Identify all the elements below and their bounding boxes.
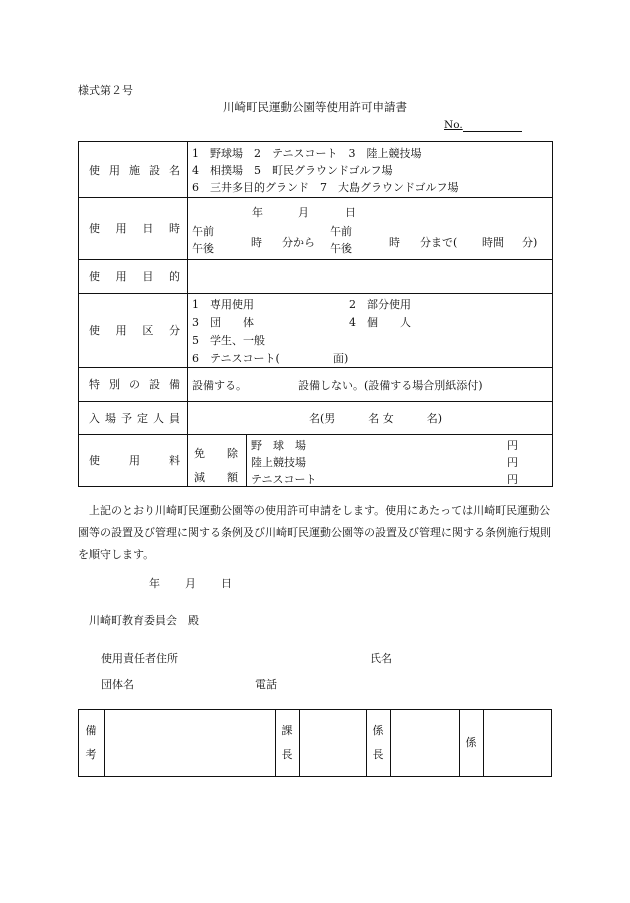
equipment-yes[interactable]: 設備する。 (192, 379, 247, 392)
staff-label: 係 (465, 736, 477, 749)
facility-options-line-3: 6 三井多目的グランド 7 大島グラウンドゴルフ場 (192, 181, 459, 194)
equipment-no[interactable]: 設備しない。(設備する場合別紙添付) (298, 379, 483, 392)
column-divider (483, 710, 484, 776)
end-until: 分まで( (420, 236, 458, 249)
facility-label: 使用施設名 (89, 163, 180, 177)
end-pm[interactable]: 午後 (330, 242, 352, 255)
column-divider (104, 710, 105, 776)
application-month: 月 (185, 577, 196, 590)
start-hour: 時 (251, 236, 262, 249)
application-day: 日 (221, 577, 232, 590)
attendance-text: 名(男 名 女 名) (309, 412, 443, 425)
group-label: 団体名 (101, 678, 134, 691)
section-chief-seal[interactable] (302, 713, 363, 773)
category-student-general[interactable]: 5 学生、一般 (192, 334, 265, 347)
column-divider (299, 710, 300, 776)
column-divider (390, 710, 391, 776)
remarks-label-1: 備 (85, 724, 97, 737)
facility-options-line-1: 1 野球場 2 テニスコート 3 陸上競技場 (192, 147, 422, 160)
column-divider (459, 710, 460, 776)
column-divider (246, 434, 247, 486)
fee-item-track: 陸上競技場 (251, 456, 306, 469)
column-divider (366, 710, 367, 776)
name-label: 氏名 (370, 652, 392, 665)
document-title: 川崎町民運動公園等使用許可申請書 (223, 100, 407, 114)
number-label: No. (444, 119, 463, 131)
subsection-chief-label-2: 長 (372, 748, 384, 761)
duration-hours: 時間 (482, 236, 504, 249)
column-divider (275, 710, 276, 776)
fee-item-baseball: 野 球 場 (251, 439, 306, 452)
attendance-label: 入場予定人員 (89, 411, 180, 425)
category-partial[interactable]: 2 部分使用 (349, 298, 411, 311)
date-year: 年 (252, 206, 263, 219)
staff-seal[interactable] (486, 713, 548, 773)
fee-label: 使用料 (89, 454, 180, 467)
purpose-label: 使用目的 (89, 270, 180, 283)
category-label: 使用区分 (89, 324, 180, 337)
remarks-field[interactable] (107, 713, 272, 773)
date-label: 使用日時 (89, 222, 180, 235)
tennis-court-unit: 面) (333, 352, 349, 365)
form-number: 様式第２号 (78, 84, 133, 97)
start-from: 分から (282, 236, 315, 249)
facility-options-line-2: 4 相撲場 5 町民グラウンドゴルフ場 (192, 164, 393, 177)
category-group[interactable]: 3 団 体 (192, 316, 254, 329)
date-month: 月 (298, 206, 309, 219)
number-field[interactable] (463, 131, 522, 132)
application-table (78, 141, 553, 487)
fee-yen-3: 円 (507, 473, 518, 486)
section-chief-label-2: 長 (281, 748, 293, 761)
phone-label: 電話 (255, 678, 277, 691)
category-tennis-court[interactable]: 6 テニスコート( (192, 352, 280, 365)
remarks-label-2: 考 (85, 748, 97, 761)
subsection-chief-label-1: 係 (372, 724, 384, 737)
approval-table (78, 709, 552, 777)
section-chief-label-1: 課 (281, 724, 293, 737)
declaration-paragraph: 上記のとおり川崎町民運動公園等の使用許可申請をします。使用にあたっては川崎町民運動公園等の設置及び管理に関する条例及び川崎町民運動公園等の設置及び管理に関する条例施行規則を順守します。 (78, 504, 551, 561)
purpose-field[interactable] (191, 262, 549, 290)
equipment-label: 特別の設備 (89, 378, 180, 391)
date-day: 日 (345, 206, 356, 219)
category-exclusive[interactable]: 1 専用使用 (192, 298, 254, 311)
address-label: 使用責任者住所 (101, 652, 178, 665)
end-am[interactable]: 午前 (330, 225, 352, 238)
duration-minutes: 分) (522, 236, 538, 249)
fee-item-tennis: テニスコート (251, 473, 317, 486)
subsection-chief-seal[interactable] (393, 713, 456, 773)
fee-yen-2: 円 (507, 456, 518, 469)
application-year: 年 (149, 577, 160, 590)
recipient: 川崎町教育委員会 殿 (89, 614, 199, 627)
end-hour: 時 (389, 236, 400, 249)
start-am[interactable]: 午前 (192, 225, 214, 238)
fee-exempt[interactable]: 免 除 (194, 447, 238, 460)
fee-reduce[interactable]: 減 額 (194, 471, 238, 484)
start-pm[interactable]: 午後 (192, 242, 214, 255)
category-individual[interactable]: 4 個 人 (349, 316, 411, 329)
fee-yen-1: 円 (507, 439, 518, 452)
